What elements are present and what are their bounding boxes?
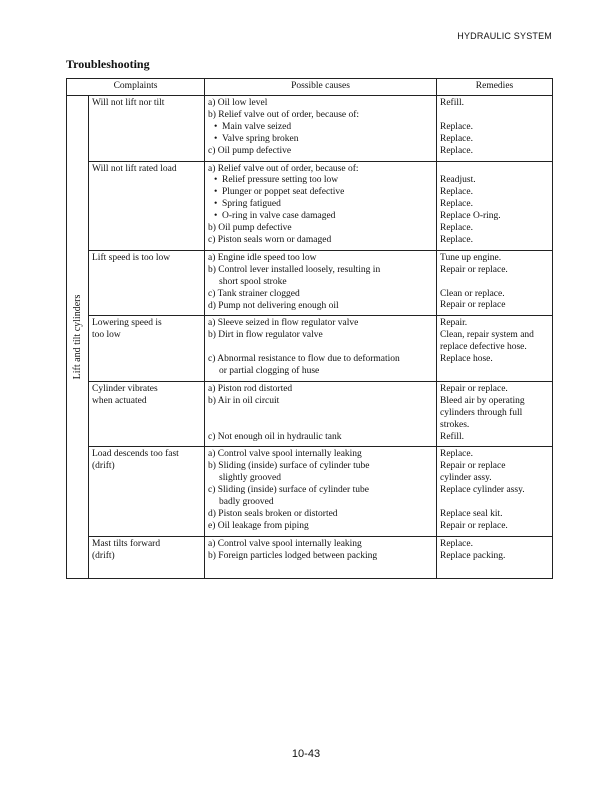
troubleshooting-table <box>66 78 553 579</box>
cause-line: • O-ring in valve case damaged <box>208 211 433 223</box>
cause-line: or partial clogging of huse <box>219 366 320 377</box>
remedy-line: Replace. <box>440 145 473 156</box>
complaint-text: Mast tilts forward <box>92 538 161 549</box>
remedy-line: Replace packing. <box>440 550 506 561</box>
cause-line: b) Control lever installed loosely, resulting in <box>208 264 381 275</box>
cause-line: b) Air in oil circuit <box>208 395 280 406</box>
complaint-text: (drift) <box>92 461 115 472</box>
remedy-line: Repair or replace. <box>440 383 508 394</box>
table-header-row <box>67 79 553 96</box>
remedy-line: Replace. <box>440 449 473 460</box>
cause-line: a) Control valve spool internally leaking <box>208 538 362 549</box>
cause-line: slightly grooved <box>219 473 282 484</box>
cause-line: • Valve spring broken <box>208 134 433 146</box>
cause-line: c) Oil pump defective <box>208 145 292 156</box>
remedy-line: Repair. <box>440 318 468 329</box>
remedy-line: Replace seal kit. <box>440 508 503 519</box>
complaint-cell <box>89 536 205 578</box>
group-label-cell <box>67 96 89 579</box>
remedy-line <box>440 110 549 122</box>
cause-line: a) Control valve spool internally leaking <box>208 449 362 460</box>
table-row <box>67 447 553 536</box>
remedies-cell <box>437 381 553 447</box>
remedies-cell <box>437 536 553 578</box>
complaint-text: too low <box>92 330 121 341</box>
causes-cell <box>205 161 437 250</box>
remedy-line: Replace. <box>440 234 473 245</box>
remedy-line <box>440 497 549 509</box>
complaint-cell <box>89 250 205 316</box>
causes-cell <box>205 250 437 316</box>
table-row <box>67 316 553 382</box>
causes-cell <box>205 536 437 578</box>
cause-line: b) Oil pump defective <box>208 223 292 234</box>
running-header: HYDRAULIC SYSTEM <box>457 31 552 41</box>
remedy-line: Bleed air by operating <box>440 395 525 406</box>
cause-line: b) Sliding (inside) surface of cylinder tube <box>208 461 370 472</box>
table-row <box>67 250 553 316</box>
cause-line: • Spring fatigued <box>208 199 433 211</box>
column-header-remedies: Remedies <box>437 79 553 96</box>
cause-line: c) Tank strainer clogged <box>208 288 300 299</box>
cause-line: short spool stroke <box>219 276 287 287</box>
cause-line: a) Engine idle speed too low <box>208 252 317 263</box>
remedy-line: Refill. <box>440 431 465 442</box>
remedies-cell <box>437 447 553 536</box>
causes-cell <box>205 381 437 447</box>
complaint-text: Lift speed is too low <box>92 252 171 263</box>
complaint-cell <box>89 161 205 250</box>
cause-line: • Relief pressure setting too low <box>208 175 433 187</box>
complaint-text: Load descends too fast <box>92 449 179 460</box>
remedy-line: Replace. <box>440 133 473 144</box>
cause-line: a) Relief valve out of order, because of: <box>208 163 359 174</box>
remedy-line: Replace cylinder assy. <box>440 485 525 496</box>
column-header-complaints: Complaints <box>67 79 205 96</box>
table-row <box>67 381 553 447</box>
remedy-line: Replace. <box>440 223 473 234</box>
remedy-line: Clean, repair system and <box>440 330 534 341</box>
complaint-cell <box>89 381 205 447</box>
cause-line: e) Oil leakage from piping <box>208 520 309 531</box>
table-row <box>67 96 553 162</box>
complaint-text: Will not lift nor tilt <box>92 98 165 108</box>
table-body <box>67 96 553 579</box>
cause-line: • Plunger or poppet seat defective <box>208 187 433 199</box>
complaint-cell <box>89 447 205 536</box>
remedy-line: Readjust. <box>440 175 476 186</box>
group-label: Lift and tilt cylinders <box>71 294 83 380</box>
cause-line: c) Sliding (inside) surface of cylinder tube <box>208 485 369 496</box>
cause-line: b) Relief valve out of order, because of: <box>208 109 360 120</box>
cause-line: d) Piston seals broken or distorted <box>208 508 338 519</box>
remedy-line <box>440 164 549 176</box>
cause-line <box>208 420 433 432</box>
cause-line: a) Oil low level <box>208 98 268 108</box>
remedies-cell <box>437 161 553 250</box>
remedy-line: replace defective hose. <box>440 342 527 353</box>
causes-cell <box>205 96 437 162</box>
remedy-line: cylinders through full <box>440 407 523 418</box>
complaint-text: when actuated <box>92 395 147 406</box>
cause-line: b) Foreign particles lodged between packing <box>208 550 378 561</box>
remedy-line: Repair or replace. <box>440 264 508 275</box>
remedy-line: Replace. <box>440 538 473 549</box>
remedy-line: Replace. <box>440 187 473 198</box>
remedy-line: Repair or replace. <box>440 520 508 531</box>
remedy-line: strokes. <box>440 419 470 430</box>
remedy-line: cylinder assy. <box>440 473 492 484</box>
complaint-cell <box>89 316 205 382</box>
cause-line: a) Sleeve seized in flow regulator valve <box>208 318 359 329</box>
remedy-line: Repair or replace <box>440 300 506 311</box>
cause-line: c) Not enough oil in hydraulic tank <box>208 431 342 442</box>
complaint-text: Will not lift rated load <box>92 163 177 174</box>
remedies-cell <box>437 250 553 316</box>
complaint-text: (drift) <box>92 550 115 561</box>
remedy-line: Replace O-ring. <box>440 211 501 222</box>
remedy-line: Refill. <box>440 98 465 108</box>
cause-line: d) Pump not delivering enough oil <box>208 300 339 311</box>
table-row <box>67 536 553 578</box>
remedies-cell <box>437 96 553 162</box>
cause-line <box>208 342 433 354</box>
remedy-line <box>440 366 549 378</box>
causes-cell <box>205 316 437 382</box>
remedy-line: Replace hose. <box>440 354 493 365</box>
cause-line: b) Dirt in flow regulator valve <box>208 330 323 341</box>
spacer-line <box>208 563 433 575</box>
cause-line: a) Piston rod distorted <box>208 383 293 394</box>
remedy-line <box>440 277 549 289</box>
table-row <box>67 161 553 250</box>
remedy-line: Repair or replace <box>440 461 506 472</box>
cause-line <box>208 408 433 420</box>
cause-line: • Main valve seized <box>208 122 433 134</box>
remedy-line: Replace. <box>440 121 473 132</box>
cause-line: badly grooved <box>219 497 274 508</box>
remedies-cell <box>437 316 553 382</box>
complaint-cell <box>89 96 205 162</box>
cause-line: c) Piston seals worn or damaged <box>208 234 332 245</box>
remedy-line: Replace. <box>440 199 473 210</box>
complaint-text: Cylinder vibrates <box>92 383 158 394</box>
causes-cell <box>205 447 437 536</box>
section-title: Troubleshooting <box>66 57 150 71</box>
column-header-possible-causes: Possible causes <box>205 79 437 96</box>
remedy-line: Tune up engine. <box>440 252 502 263</box>
cause-line: c) Abnormal resistance to flow due to deformation <box>208 354 400 365</box>
remedy-line: Clean or replace. <box>440 288 505 299</box>
page-number: 10-43 <box>291 748 321 760</box>
complaint-text: Lowering speed is <box>92 318 162 329</box>
